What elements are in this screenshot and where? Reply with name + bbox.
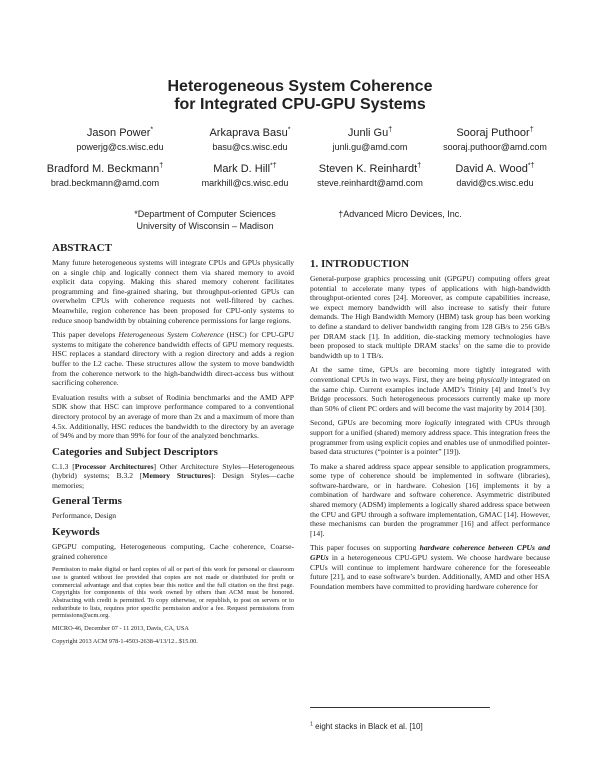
author-email[interactable]: brad.beckmann@amd.com: [50, 178, 160, 188]
copyright-line: Copyright 2013 ACM 978-1-4503-2638-4/13/12...$15.00.: [52, 637, 198, 645]
author-mark: †: [529, 125, 534, 134]
footnote-mark: 1: [310, 721, 313, 728]
intro-paragraph: This paper focuses on supporting hardware coherence between CPUs and GPUs in a heterogeneous CPU-GPU system. We choose hardware because CPUs will continue to implement hardware coherence for the foreseeable future [21], and to ease software’s burden. Additionally, AMD and other HSA Foundation members have committed to providing hardware coherence for: [310, 543, 550, 591]
author-email[interactable]: sooraj.puthoor@amd.com: [443, 142, 547, 152]
venue-line: MICRO-46, December 07 - 11 2013, Davis, CA, USA: [52, 625, 189, 633]
author-block: [430, 162, 560, 189]
author-block: [55, 126, 185, 153]
affiliation-line: University of Wisconsin – Madison: [136, 221, 274, 231]
author-email[interactable]: markhill@cs.wisc.edu: [201, 178, 289, 188]
abstract-paragraph: This paper develops Heterogeneous System Coherence (HSC) for CPU-GPU systems to mitigate the coherence bandwidth effects of GPU memory requests. HSC replaces a standard directory with a region directory and adds a region buffer to the L2 cache. These structures allow the system to move bandwidth from the coherence network to the high-bandwidth direct-access bus without sacrificing coherence.: [52, 330, 294, 388]
author-email[interactable]: junli.gu@amd.com: [332, 142, 408, 152]
author-mark: †: [159, 161, 164, 170]
author-name: Junli Gu: [347, 127, 389, 139]
author-name: David A. Wood: [455, 163, 528, 175]
author-email[interactable]: basu@cs.wisc.edu: [212, 142, 288, 152]
paper-title: [0, 78, 600, 114]
right-column: [310, 254, 550, 596]
categories-text: C.1.3 [Processor Architectures] Other Architecture Styles—Heterogeneous (hybrid) systems; B.3.2 [Memory Structures]: Design Styles—cache memories;: [52, 461, 294, 490]
footnote-rule: [310, 707, 490, 708]
keywords-heading: Keywords: [52, 526, 100, 539]
paper-title-line-1: Heterogeneous System Coherence: [167, 78, 433, 95]
author-block: [420, 126, 570, 153]
footnote-text: eight stacks in Black et al. [10]: [312, 722, 423, 731]
footnote: [310, 722, 550, 732]
author-name: Mark D. Hill: [213, 163, 271, 175]
abstract-paragraph: Evaluation results with a subset of Rodinia benchmarks and the AMD APP SDK show that HSC can improve performance compared to a conventional directory protocol by an average of more than 2x and a maximum of more than 4.5x. Additionally, HSC reduces the bandwidth to the directory by an average of 94% and by more than 99% for four of the analyzed benchmarks.: [52, 392, 294, 441]
author-block: [305, 126, 435, 153]
author-mark: *: [287, 125, 291, 134]
intro-paragraph: At the same time, GPUs are becoming more tightly integrated with conventional CPUs in two ways. First, they are being physically integrated on the same chip. Current examples include AMD’s Trinity [4] and Intel’s Ivy Bridge processors. Such heterogeneous processors currently make up more than 50% of client PC orders and will become the vast majority by 2014 [30].: [310, 365, 550, 413]
author-email[interactable]: david@cs.wisc.edu: [456, 178, 534, 188]
introduction-heading: 1. INTRODUCTION: [310, 258, 410, 270]
author-block: [20, 162, 190, 189]
permission-notice: Permission to make digital or hard copies of all or part of this work for personal or classroom use is granted without fee provided that copies are not made or distributed for profit or commercial advantage and that copies bear this notice and the full citation on the first page. Copyrights for components of this work owned by others than ACM must be honored. Abstracting with credit is permitted. To copy otherwise, or republish, to post on servers or to redistribute to lists, requires prior specific permission and/or a fee. Request permissions from permissions@acm.org.: [52, 566, 294, 620]
affiliation-amd: †Advanced Micro Devices, Inc.: [338, 209, 462, 219]
author-mark: *†: [527, 161, 535, 170]
affiliation-line: *Department of Computer Sciences: [134, 209, 276, 219]
author-mark: *†: [270, 161, 277, 170]
keywords-text: GPGPU computing, Heterogeneous computing, Cache coherence, Coarse-grained coherence: [52, 542, 294, 561]
left-column: [52, 238, 294, 651]
author-name: Arkaprava Basu: [209, 127, 288, 139]
affiliation-uw: [105, 208, 305, 232]
intro-paragraph: General-purpose graphics processing unit (GPGPU) computing offers great potential to accelerate many types of applications with high-bandwidth throughput-oriented cores [24]. Moreover, as compute capabilities increase, we expect memory bandwidth will also increase to satisfy their future demands. The High Bandwidth Memory (HBM) task group has been working to define a standard to deliver bandwidth ranging from 128 GB/s to 256 GB/s per DRAM stack [1]. In addition, die-stacking memory technologies have been proposed to stack multiple DRAM stacks$^1$ on the same die to provide bandwidth up to 1 TB/s.: [310, 274, 550, 360]
general-terms-text: Performance, Design: [52, 511, 117, 521]
paper-title-line-2: for Integrated CPU-GPU Systems: [174, 96, 426, 113]
author-name: Sooraj Puthoor: [456, 127, 530, 139]
author-block: [180, 162, 310, 189]
author-email[interactable]: steve.reinhardt@amd.com: [317, 178, 423, 188]
author-name: Bradford M. Beckmann: [46, 163, 160, 175]
author-mark: †: [388, 125, 393, 134]
author-name: Jason Power: [86, 127, 151, 139]
general-terms-heading: General Terms: [52, 495, 122, 508]
author-block: [295, 162, 445, 189]
intro-paragraph: To make a shared address space appear sensible to application programmers, some type of coherence should be implemented in software (libraries), software-hardware, or in hardware. Cohesion [16] implements it by a combination of hardware and software coherence. Asymmetric distributed shared memory (ADSM) implements a logically shared address space between the CPU and GPU through a software implementation, GMAC [14]. However, these mechanisms can burden the programmer [16] and affect performance [14].: [310, 461, 550, 538]
author-mark: *: [150, 125, 154, 134]
abstract-paragraph: Many future heterogeneous systems will integrate CPUs and GPUs physically on a single chip and logically connect them via shared memory to avoid explicit data copying. Making this shared memory coherent facilitates programming and fine-grained sharing, but throughput-oriented GPUs can overwhelm CPUs with coherence requests not well-filtered by caches. Meanwhile, region coherence has been proposed for CPU-only systems to reduce snoop bandwidth by obtaining coherence permissions for large regions.: [52, 258, 294, 325]
author-block: [185, 126, 315, 153]
author-name: Steven K. Reinhardt: [318, 163, 418, 175]
categories-heading: Categories and Subject Descriptors: [52, 445, 218, 458]
author-email[interactable]: powerjg@cs.wisc.edu: [76, 142, 164, 152]
author-mark: †: [417, 161, 422, 170]
abstract-heading: ABSTRACT: [52, 242, 112, 254]
intro-paragraph: Second, GPUs are becoming more logically integrated with CPUs through support for a unified (shared) memory address space. This integration frees the programmer from using explicit copies and enables use of unmodified pointer-based data structures (“pointer is a pointer” [19]).: [310, 418, 550, 457]
